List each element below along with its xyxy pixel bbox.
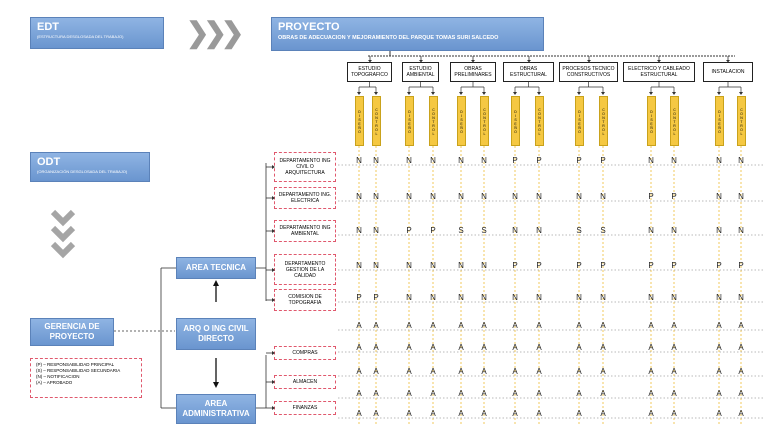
matrix-cell: A bbox=[600, 409, 606, 418]
matrix-cell: N bbox=[716, 192, 722, 201]
matrix-cell: N bbox=[738, 293, 744, 302]
matrix-cell: A bbox=[356, 321, 362, 330]
odt-title: ODT bbox=[37, 156, 61, 168]
project-title: PROYECTO bbox=[278, 21, 340, 33]
matrix-cell: P bbox=[536, 261, 542, 270]
arq-box: ARQ O ING CIVIL DIRECTO bbox=[176, 318, 256, 350]
matrix-cell: N bbox=[536, 226, 542, 235]
matrix-cell: N bbox=[648, 226, 654, 235]
matrix-cell: N bbox=[406, 156, 412, 165]
phase-tag-control: C O N T R O L bbox=[429, 96, 438, 146]
matrix-cell: S bbox=[576, 226, 582, 235]
matrix-cell: A bbox=[738, 367, 744, 376]
area-tecnica-box: AREA TECNICA bbox=[176, 257, 256, 279]
odt-subtitle: (ORGANIZACIÓN DESGLOSADA DEL TRABAJO) bbox=[37, 169, 128, 174]
matrix-cell: N bbox=[648, 293, 654, 302]
matrix-cell: A bbox=[373, 343, 379, 352]
matrix-cell: P bbox=[600, 156, 606, 165]
matrix-cell: A bbox=[356, 367, 362, 376]
matrix-cell: N bbox=[738, 226, 744, 235]
phase-tag-control: C O N T R O L bbox=[670, 96, 679, 146]
matrix-cell: A bbox=[648, 321, 654, 330]
matrix-cell: P bbox=[356, 293, 362, 302]
legend-item: (N) – NOTIFICACION bbox=[36, 374, 80, 379]
phase-tag-diseno: D I S E Ñ O bbox=[647, 96, 656, 146]
matrix-cell: P bbox=[406, 226, 412, 235]
matrix-cell: A bbox=[373, 409, 379, 418]
matrix-cell: N bbox=[406, 192, 412, 201]
matrix-cell: A bbox=[738, 343, 744, 352]
matrix-cell: N bbox=[356, 226, 362, 235]
matrix-cell: N bbox=[512, 226, 518, 235]
matrix-cell: A bbox=[738, 409, 744, 418]
phase-tag-control: C O N T R O L bbox=[737, 96, 746, 146]
matrix-cell: N bbox=[481, 293, 487, 302]
matrix-cell: P bbox=[648, 261, 654, 270]
matrix-cell: P bbox=[576, 156, 582, 165]
phase-box: ESTUDIO AMBIENTAL bbox=[402, 62, 439, 82]
area-admin-box: AREA ADMINISTRATIVA bbox=[176, 394, 256, 424]
matrix-cell: N bbox=[648, 156, 654, 165]
matrix-cell: N bbox=[600, 293, 606, 302]
matrix-cell: A bbox=[430, 367, 436, 376]
matrix-cell: N bbox=[536, 293, 542, 302]
department-box: ALMACEN bbox=[274, 375, 336, 389]
matrix-cell: N bbox=[536, 192, 542, 201]
matrix-cell: N bbox=[481, 261, 487, 270]
matrix-cell: S bbox=[458, 226, 464, 235]
phase-box: INSTALACION bbox=[703, 62, 753, 82]
matrix-cell: A bbox=[738, 321, 744, 330]
matrix-cell: N bbox=[512, 192, 518, 201]
matrix-cell: N bbox=[458, 192, 464, 201]
matrix-cell: N bbox=[716, 293, 722, 302]
matrix-cell: P bbox=[536, 156, 542, 165]
matrix-cell: N bbox=[671, 156, 677, 165]
matrix-cell: N bbox=[356, 156, 362, 165]
department-box: DEPARTAMENTO ING CIVIL O ARQUITECTURA bbox=[274, 152, 336, 182]
matrix-cell: A bbox=[458, 367, 464, 376]
matrix-cell: A bbox=[406, 343, 412, 352]
matrix-cell: A bbox=[576, 367, 582, 376]
matrix-cell: A bbox=[406, 367, 412, 376]
matrix-cell: A bbox=[406, 321, 412, 330]
phase-tag-diseno: D I S E Ñ O bbox=[575, 96, 584, 146]
matrix-cell: A bbox=[600, 389, 606, 398]
matrix-cell: A bbox=[406, 409, 412, 418]
phase-tag-control: C O N T R O L bbox=[599, 96, 608, 146]
matrix-cell: A bbox=[356, 409, 362, 418]
phase-tag-control: C O N T R O L bbox=[535, 96, 544, 146]
matrix-cell: N bbox=[430, 293, 436, 302]
matrix-cell: N bbox=[576, 293, 582, 302]
phase-box: OBRAS ESTRUCTURAL bbox=[503, 62, 554, 82]
matrix-cell: S bbox=[600, 226, 606, 235]
matrix-cell: A bbox=[356, 389, 362, 398]
matrix-cell: N bbox=[738, 192, 744, 201]
matrix-cell: N bbox=[373, 192, 379, 201]
matrix-cell: P bbox=[671, 261, 677, 270]
matrix-cell: A bbox=[576, 321, 582, 330]
phase-box: ELECTRICO Y CABLEADO ESTRUCTURAL bbox=[623, 62, 695, 82]
matrix-cell: A bbox=[481, 343, 487, 352]
right-chevrons-icon: ❯❯❯ bbox=[186, 17, 239, 48]
department-box: DEPARTAMENTO GESTION DE LA CALIDAD bbox=[274, 254, 336, 285]
matrix-cell: P bbox=[512, 156, 518, 165]
matrix-cell: A bbox=[648, 389, 654, 398]
matrix-cell: P bbox=[671, 192, 677, 201]
matrix-cell: N bbox=[356, 261, 362, 270]
matrix-cell: A bbox=[373, 389, 379, 398]
matrix-cell: A bbox=[671, 389, 677, 398]
phase-tag-diseno: D I S E Ñ O bbox=[715, 96, 724, 146]
matrix-cell: A bbox=[481, 389, 487, 398]
matrix-cell: N bbox=[738, 156, 744, 165]
matrix-cell: A bbox=[458, 409, 464, 418]
matrix-cell: A bbox=[600, 367, 606, 376]
department-box: DEPARTAMENTO ING. ELECTRICA bbox=[274, 187, 336, 209]
department-box: DEPARTAMENTO ING AMBIENTAL bbox=[274, 220, 336, 242]
matrix-cell: P bbox=[716, 261, 722, 270]
matrix-cell: N bbox=[406, 293, 412, 302]
legend-box bbox=[30, 358, 142, 398]
matrix-cell: N bbox=[430, 261, 436, 270]
matrix-cell: A bbox=[536, 321, 542, 330]
matrix-cell: N bbox=[716, 156, 722, 165]
phase-box: OBRAS PRELIMINARES bbox=[450, 62, 496, 82]
matrix-cell: A bbox=[430, 321, 436, 330]
matrix-cell: N bbox=[373, 156, 379, 165]
matrix-cell: A bbox=[536, 409, 542, 418]
matrix-cell: A bbox=[536, 343, 542, 352]
matrix-cell: A bbox=[716, 343, 722, 352]
matrix-cell: A bbox=[671, 367, 677, 376]
matrix-cell: A bbox=[481, 409, 487, 418]
phase-box: ESTUDIO TOPOGRAFICO bbox=[347, 62, 392, 82]
phase-tag-control: C O N T R O L bbox=[480, 96, 489, 146]
department-box: FINANZAS bbox=[274, 401, 336, 415]
matrix-cell: A bbox=[600, 321, 606, 330]
matrix-cell: A bbox=[430, 343, 436, 352]
matrix-cell: A bbox=[536, 367, 542, 376]
edt-subtitle: (ESTRUCTURA DESGLOSADA DEL TRABAJO) bbox=[37, 34, 124, 39]
matrix-cell: N bbox=[373, 261, 379, 270]
matrix-cell: A bbox=[648, 343, 654, 352]
matrix-cell: A bbox=[716, 367, 722, 376]
matrix-cell: A bbox=[481, 367, 487, 376]
matrix-cell: A bbox=[576, 343, 582, 352]
matrix-cell: N bbox=[373, 226, 379, 235]
matrix-cell: S bbox=[481, 226, 487, 235]
matrix-cell: N bbox=[576, 192, 582, 201]
matrix-cell: N bbox=[458, 293, 464, 302]
matrix-cell: N bbox=[481, 156, 487, 165]
matrix-cell: A bbox=[600, 343, 606, 352]
phase-tag-diseno: D I S E Ñ O bbox=[405, 96, 414, 146]
matrix-cell: P bbox=[430, 226, 436, 235]
matrix-cell: N bbox=[430, 192, 436, 201]
matrix-cell: A bbox=[430, 409, 436, 418]
matrix-cell: A bbox=[671, 343, 677, 352]
matrix-cell: N bbox=[671, 293, 677, 302]
matrix-cell: N bbox=[671, 226, 677, 235]
matrix-cell: A bbox=[406, 389, 412, 398]
matrix-cell: A bbox=[648, 367, 654, 376]
matrix-cell: A bbox=[536, 389, 542, 398]
department-box: COMISION DE TOPOGRAFIA bbox=[274, 289, 336, 311]
project-subtitle: OBRAS DE ADECUACION Y MEJORAMIENTO DEL PARQUE TOMAS SURI SALCEDO bbox=[278, 35, 499, 41]
phase-box: PROCESOS TECNICO CONSTRUCTIVOS bbox=[559, 62, 618, 82]
matrix-cell: A bbox=[512, 389, 518, 398]
legend-item: (P) – RESPONSABILIDAD PRINCIPAL bbox=[36, 362, 115, 367]
matrix-cell: A bbox=[738, 389, 744, 398]
matrix-cell: A bbox=[512, 343, 518, 352]
matrix-cell: P bbox=[512, 261, 518, 270]
matrix-cell: N bbox=[406, 261, 412, 270]
matrix-cell: N bbox=[430, 156, 436, 165]
matrix-cell: A bbox=[576, 409, 582, 418]
matrix-cell: A bbox=[512, 409, 518, 418]
matrix-cell: N bbox=[356, 192, 362, 201]
matrix-cell: N bbox=[716, 226, 722, 235]
matrix-cell: A bbox=[671, 409, 677, 418]
matrix-cell: A bbox=[430, 389, 436, 398]
legend-item: (S) – RESPONSABILIDAD SECUNDARIA bbox=[36, 368, 121, 373]
matrix-cell: N bbox=[481, 192, 487, 201]
matrix-cell: A bbox=[458, 321, 464, 330]
matrix-cell: A bbox=[373, 367, 379, 376]
matrix-cell: N bbox=[512, 293, 518, 302]
phase-tag-diseno: D I S E Ñ O bbox=[457, 96, 466, 146]
matrix-cell: A bbox=[458, 389, 464, 398]
matrix-cell: A bbox=[356, 343, 362, 352]
matrix-cell: P bbox=[576, 261, 582, 270]
matrix-cell: A bbox=[648, 409, 654, 418]
matrix-cell: A bbox=[458, 343, 464, 352]
phase-tag-diseno: D I S E Ñ O bbox=[355, 96, 364, 146]
matrix-cell: A bbox=[481, 321, 487, 330]
phase-tag-control: C O N T R O L bbox=[372, 96, 381, 146]
matrix-cell: N bbox=[458, 156, 464, 165]
matrix-cell: A bbox=[512, 367, 518, 376]
matrix-cell: A bbox=[716, 409, 722, 418]
matrix-cell: P bbox=[373, 293, 379, 302]
matrix-cell: P bbox=[600, 261, 606, 270]
matrix-cell: A bbox=[671, 321, 677, 330]
matrix-cell: A bbox=[716, 321, 722, 330]
legend-item: (A) – APROBADO bbox=[36, 380, 73, 385]
matrix-cell: P bbox=[738, 261, 744, 270]
phase-tag-diseno: D I S E Ñ O bbox=[511, 96, 520, 146]
matrix-cell: N bbox=[458, 261, 464, 270]
matrix-cell: A bbox=[373, 321, 379, 330]
matrix-cell: A bbox=[716, 389, 722, 398]
matrix-cell: N bbox=[600, 192, 606, 201]
matrix-cell: A bbox=[512, 321, 518, 330]
edt-title: EDT bbox=[37, 21, 59, 33]
matrix-cell: P bbox=[648, 192, 654, 201]
matrix-cell: A bbox=[576, 389, 582, 398]
gerencia-box: GERENCIA DE PROYECTO bbox=[30, 318, 114, 346]
department-box: COMPRAS bbox=[274, 346, 336, 360]
